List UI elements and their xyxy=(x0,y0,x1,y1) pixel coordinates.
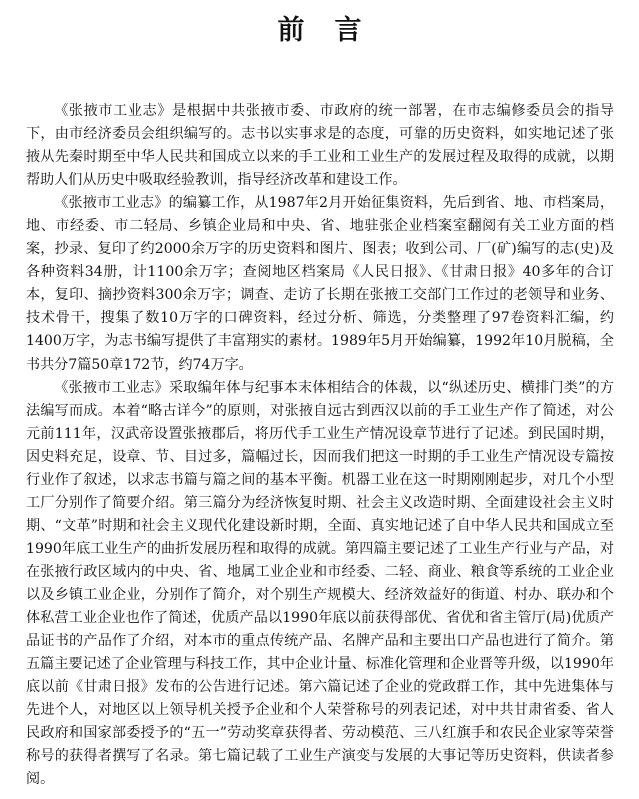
paragraph-2: 《张掖市工业志》的编纂工作，从1987年2月开始征集资料，先后到省、地、市档案局，地、市经委、市二轻局、乡镇企业局和中央、省、地驻张企业档案室翻阅有关工业方面的档案，抄录、复印了约2000余万字的历史资料和图片、图表；收到公司、厂(矿)编写的志(史)及各种资料34册，计1100余万字；查阅地区档案局《人民日报》、《甘肃日报》40多年的合订本，复印、摘抄资料300余万字；调查、走访了长期在张掖工交部门工作过的老领导和业务、技术骨干，搜集了数10万字的口碑资料，经过分析、筛选，分类整理了97卷资料汇编，约1400万字，为志书编写提供了丰富翔实的素材。1989年5月开始编纂，1992年10月脱稿，全书共分7篇50章172节，约74万字。 xyxy=(26,195,614,373)
document-body xyxy=(26,100,614,791)
page-title: 前言 xyxy=(277,15,392,46)
paragraph-3: 《张掖市工业志》采取编年体与纪事本末体相结合的体裁，以“纵述历史、横排门类”的方法编写而成。本着“略古详今”的原则，对张掖自远古到西汉以前的手工业生产作了简述，对公元前111年，汉武帝设置张掖郡后，将历代手工业生产情况设章节进行了记述。到民国时期，因史料充足，设章、节、目过多，篇幅过长，因而我们把这一时期的手工业生产情况设专篇按行业作了叙述，以求志书篇与篇之间的基本平衡。机器工业在这一时期刚刚起步，对几个小型工厂分别作了简要介绍。第三篇分为经济恢复时期、社会主义改造时期、全面建设社会主义时期、“文革”时期和社会主义现代化建设新时期，全面、真实地记述了自中华人民共和国成立至1990年底工业生产的曲折发展历程和取得的成就。第四篇主要记述了工业生产行业与产品，对在张掖行政区域内的中央、省、地属工业企业和市经委、二轻、商业、粮食等系统的工业企业以及乡镇工业企业，分别作了简介，对个别生产规模大、经济效益好的街道、村办、联办和个体私营工业企业也作了简述，优质产品以1990年底以前获得部优、省优和省主管厅(局)优质产品证书的产品作了介绍，对本市的重点传统产品、名牌产品和主要出口产品也进行了简介。第五篇主要记述了企业管理与科技工作，其中企业计量、标准化管理和企业晋等升级，以1990年底以前《甘肃日报》发布的公告进行记述。第六篇记述了企业的党政群工作，其中先进集体与先进个人，对地区以上领导机关授予企业和个人荣誉称号的列表记述，对中共甘肃省委、省人民政府和国家部委授予的“五一”劳动奖章获得者、劳动模范、三八红旗手和农民企业家等荣誉称号的获得者撰写了名录。第七篇记载了工业生产演变与发展的大事记等历史资料，供读者参阅。 xyxy=(26,379,614,788)
paragraph-1: 《张掖市工业志》是根据中共张掖市委、市政府的统一部署，在市志编修委员会的指导下，由市经济委员会组织编写的。志书以实事求是的态度，可靠的历史资料，如实地记述了张掖从先秦时期至中华人民共和国成立以来的手工业和工业生产的发展过程及取得的成就，以期帮助人们从历史中吸取经验教训，指导经济改革和建设工作。 xyxy=(26,103,614,189)
